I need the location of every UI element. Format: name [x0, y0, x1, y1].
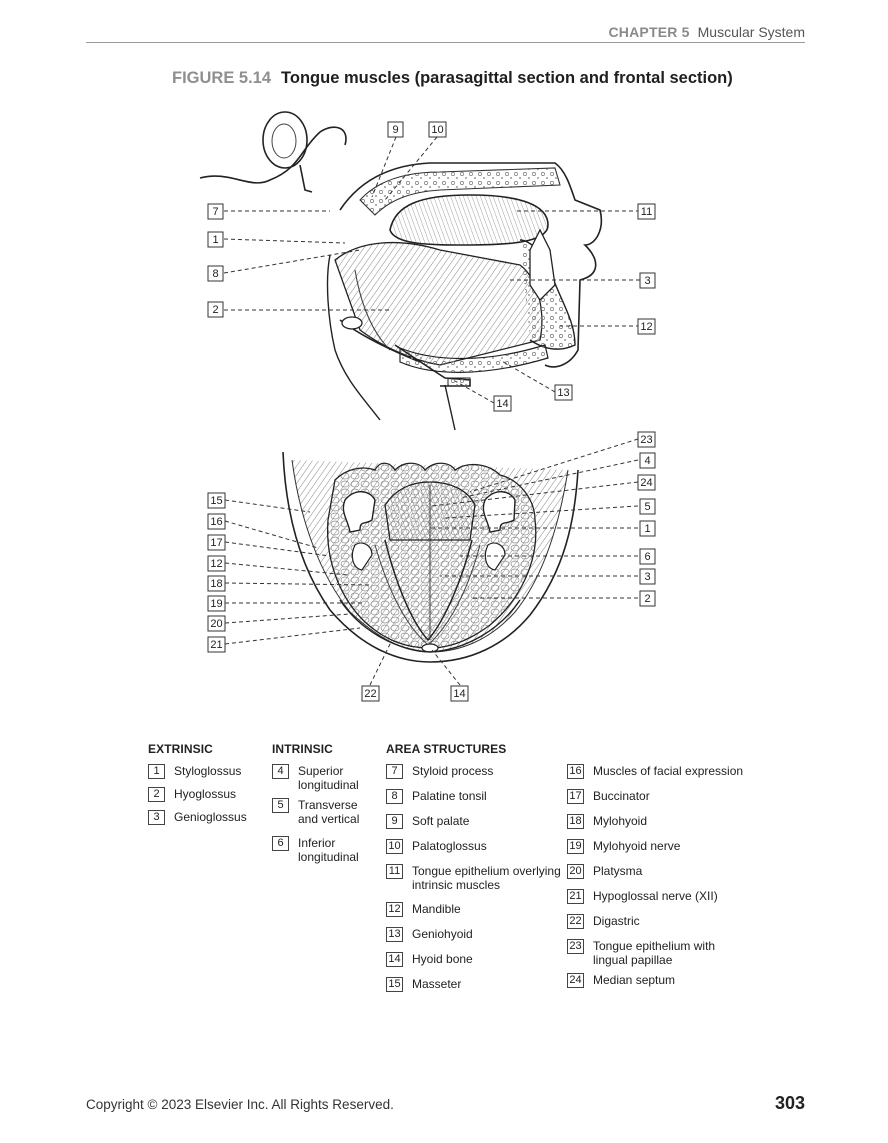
svg-text:6: 6	[644, 551, 651, 563]
legend-number: 22	[567, 914, 584, 929]
legend-number: 18	[567, 814, 584, 829]
svg-text:22: 22	[364, 688, 377, 700]
legend-label: Geniohyoid	[412, 927, 473, 941]
legend-item	[386, 864, 561, 892]
callout-10	[429, 122, 446, 137]
callout-4	[640, 453, 655, 468]
legend-label: Soft palate	[412, 814, 470, 828]
legend-area-col2	[567, 764, 767, 998]
legend-label: Masseter	[412, 977, 462, 991]
legend-label: Hypoglossal nerve (XII)	[593, 889, 718, 903]
callout-19	[208, 596, 225, 611]
callout-21	[208, 637, 225, 652]
legend-label: Genioglossus	[174, 810, 247, 824]
callout-17	[208, 535, 225, 550]
callout-8	[208, 266, 223, 281]
callout-23	[638, 432, 655, 447]
svg-text:4: 4	[644, 455, 651, 467]
svg-text:2: 2	[212, 304, 219, 316]
svg-text:10: 10	[431, 124, 444, 136]
callout-1	[208, 232, 223, 247]
svg-text:19: 19	[210, 598, 223, 610]
callout-15	[208, 493, 225, 508]
callout-16	[208, 514, 225, 529]
legend-number: 24	[567, 973, 584, 988]
figure-caption: Tongue muscles (parasagittal section and frontal section)	[281, 69, 733, 87]
callout-12	[638, 319, 655, 334]
callout-7	[208, 204, 223, 219]
legend-label: Palatine tonsil	[412, 789, 487, 803]
legend-number: 10	[386, 839, 403, 854]
legend-number: 9	[386, 814, 403, 829]
legend-number: 8	[386, 789, 403, 804]
legend-label: Buccinator	[593, 789, 650, 803]
legend-item	[272, 764, 382, 792]
svg-text:21: 21	[210, 639, 223, 651]
svg-text:3: 3	[644, 571, 651, 583]
parasagittal-section	[200, 112, 601, 430]
legend-label: Inferior longitudinal	[298, 836, 359, 864]
legend-item	[148, 787, 268, 802]
legend-number: 19	[567, 839, 584, 854]
callout-13	[555, 385, 572, 400]
legend-number: 16	[567, 764, 584, 779]
legend-label: Hyoglossus	[174, 787, 237, 801]
callout-18	[208, 576, 225, 591]
legend-extrinsic	[148, 742, 268, 833]
callout-14b	[451, 686, 468, 701]
legend-label: Mandible	[412, 902, 461, 916]
callout-12b	[208, 556, 225, 571]
legend-number: 5	[272, 798, 289, 813]
frontal-section	[283, 452, 578, 662]
legend-label: Transverse and vertical	[298, 798, 360, 826]
legend-heading: EXTRINSIC	[148, 742, 213, 756]
legend-number: 17	[567, 789, 584, 804]
legend-number: 11	[386, 864, 403, 879]
svg-text:11: 11	[640, 206, 653, 218]
page-number: 303	[774, 1093, 805, 1113]
legend-number: 12	[386, 902, 403, 917]
svg-text:12: 12	[210, 558, 223, 570]
legend-item	[567, 839, 767, 854]
legend-label: Muscles of facial expression	[593, 764, 744, 778]
callout-14	[494, 396, 511, 411]
legend-number: 7	[386, 764, 403, 779]
legend-item	[148, 810, 268, 825]
svg-text:1: 1	[212, 234, 219, 246]
legend-label: Tongue epithelium overlying intrinsic muscles	[412, 864, 561, 892]
legend-item	[386, 839, 561, 854]
callout-11	[638, 204, 655, 219]
legend-number: 4	[272, 764, 289, 779]
legend-label: Styloglossus	[174, 764, 242, 778]
legend-item	[386, 814, 561, 829]
legend-number: 2	[148, 787, 165, 802]
svg-text:24: 24	[640, 477, 653, 489]
legend-item	[148, 764, 268, 779]
legend-item	[386, 952, 561, 967]
svg-text:1: 1	[644, 523, 651, 535]
legend-label: Digastric	[593, 914, 640, 928]
legend-label: Mylohyoid	[593, 814, 648, 828]
legend-item	[567, 973, 767, 988]
copyright-notice: Copyright © 2023 Elsevier Inc. All Rights Reserved.	[86, 1097, 394, 1112]
legend-number: 6	[272, 836, 289, 851]
svg-text:3: 3	[644, 275, 651, 287]
svg-text:9: 9	[392, 124, 399, 136]
svg-text:17: 17	[210, 537, 223, 549]
callout-9	[388, 122, 403, 137]
legend-number: 1	[148, 764, 165, 779]
svg-text:14: 14	[496, 398, 509, 410]
legend-item	[386, 902, 561, 917]
legend-label: Superior longitudinal	[298, 764, 359, 792]
legend-item	[386, 764, 561, 779]
legend-number: 20	[567, 864, 584, 879]
legend-item	[386, 977, 561, 992]
legend-number: 13	[386, 927, 403, 942]
legend-label: Platysma	[593, 864, 643, 878]
svg-text:18: 18	[210, 578, 223, 590]
callout-2b	[640, 591, 655, 606]
legend-label: Mylohyoid nerve	[593, 839, 681, 853]
legend-intrinsic	[272, 742, 382, 872]
callout-6	[640, 549, 655, 564]
legend-label: Palatoglossus	[412, 839, 487, 853]
legend-area-col1	[386, 742, 561, 1002]
legend-heading: INTRINSIC	[272, 742, 333, 756]
legend-label: Styloid process	[412, 764, 494, 778]
legend-item	[567, 939, 767, 967]
callout-24	[638, 475, 655, 490]
callout-3	[640, 273, 655, 288]
legend-item	[567, 914, 767, 929]
legend-item	[567, 764, 767, 779]
callout-3b	[640, 569, 655, 584]
legend-item	[567, 889, 767, 904]
svg-text:7: 7	[212, 206, 219, 218]
section-label: Muscular System	[697, 24, 805, 40]
legend-number: 21	[567, 889, 584, 904]
legend-number: 15	[386, 977, 403, 992]
callout-1b	[640, 521, 655, 536]
legend-number: 23	[567, 939, 584, 954]
legend-label: Hyoid bone	[412, 952, 473, 966]
svg-text:13: 13	[557, 387, 570, 399]
svg-text:16: 16	[210, 516, 223, 528]
legend-item	[386, 789, 561, 804]
figure-number: FIGURE 5.14	[172, 69, 272, 87]
svg-text:5: 5	[644, 501, 651, 513]
legend-item	[272, 798, 382, 826]
callout-2	[208, 302, 223, 317]
legend-number: 14	[386, 952, 403, 967]
legend-number: 3	[148, 810, 165, 825]
svg-text:20: 20	[210, 618, 223, 630]
legend-item	[567, 864, 767, 879]
callout-20	[208, 616, 225, 631]
svg-text:15: 15	[210, 495, 223, 507]
callout-22	[362, 686, 379, 701]
legend-item	[567, 814, 767, 829]
svg-text:12: 12	[640, 321, 653, 333]
legend-item	[272, 836, 382, 864]
chapter-label: CHAPTER 5	[608, 24, 690, 40]
svg-text:14: 14	[453, 688, 466, 700]
legend-item	[567, 789, 767, 804]
svg-text:23: 23	[640, 434, 653, 446]
legend-label: Tongue epithelium with lingual papillae	[593, 939, 716, 967]
legend-label: Median septum	[593, 973, 676, 987]
svg-text:2: 2	[644, 593, 651, 605]
legend-heading: AREA STRUCTURES	[386, 742, 507, 756]
svg-text:8: 8	[212, 268, 219, 280]
legend-item	[386, 927, 561, 942]
callout-5	[640, 499, 655, 514]
